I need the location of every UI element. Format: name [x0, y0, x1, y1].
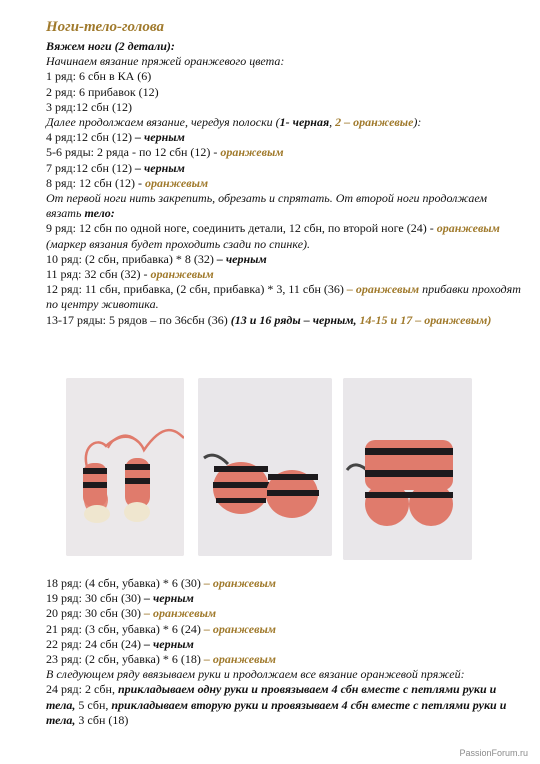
pattern-text: Начинаем вязание пряжей оранжевого цвета:: [46, 54, 285, 69]
pattern-line: [46, 130, 524, 145]
pattern-text: (13 и 16 ряды – черным,: [230, 312, 360, 327]
pattern-line: [46, 252, 524, 267]
pattern-text: 20 ряд: 30 сбн (30): [46, 606, 144, 621]
pattern-line: [46, 622, 524, 637]
pattern-text: – черным: [134, 130, 185, 145]
pattern-text: – оранжевым: [346, 282, 420, 297]
pattern-text: От первой ноги нить закрепить, обрезать и спрятать. От второй ноги продолжаем вязать: [46, 191, 488, 221]
pattern-text: – черным: [134, 160, 185, 175]
pattern-text: тело:: [84, 206, 115, 221]
pattern-text: 24 ряд: 2 сбн,: [46, 682, 118, 697]
crochet-legs-photo-icon: [66, 378, 184, 556]
pattern-text: прикладываем вторую руки и провязываем 4 сбн вместе с петлями руки и тела,: [46, 697, 507, 727]
pattern-line: [46, 54, 524, 69]
pattern-text: 12 ряд: 11 сбн, прибавка, (2 сбн, прибавка) * 3, 11 сбн (36): [46, 282, 347, 297]
pattern-text: 21 ряд: (3 сбн, убавка) * 6 (24): [46, 621, 204, 636]
pattern-text: оранжевым: [436, 221, 500, 236]
pattern-line: [46, 69, 524, 84]
pattern-lines-top: [46, 39, 524, 328]
pattern-line: [46, 267, 524, 282]
pattern-text: 11 ряд: 32 сбн (32) -: [46, 267, 151, 282]
instructions-top: [46, 18, 524, 328]
pattern-text: 22 ряд: 24 сбн (24): [46, 636, 144, 651]
pattern-text: – оранжевым: [203, 576, 277, 590]
pattern-text: 2 – оранжевые: [335, 115, 414, 130]
pattern-line: [46, 115, 524, 130]
pattern-text: оранжевым: [150, 267, 214, 282]
pattern-text: 3 ряд:12 сбн (12): [46, 99, 132, 114]
pattern-text: ,: [329, 115, 336, 130]
pattern-text: прибавки проходят по центру животика.: [46, 282, 521, 312]
pattern-text: 14-15 и 17 – оранжевым): [359, 312, 492, 327]
pattern-text: 18 ряд: (4 сбн, убавка) * 6 (30): [46, 576, 204, 590]
instructions-bottom: [46, 576, 524, 728]
pattern-text: 5 сбн,: [75, 697, 112, 712]
pattern-line: [46, 191, 524, 221]
pattern-line: [46, 667, 524, 682]
pattern-text: – черным: [216, 251, 267, 266]
pattern-text: 7 ряд:12 сбн (12): [46, 160, 135, 175]
pattern-line: [46, 161, 524, 176]
pattern-text: 1 ряд: 6 сбн в КА (6): [46, 69, 152, 84]
pattern-text: – оранжевым: [143, 606, 217, 621]
pattern-text: 19 ряд: 30 сбн (30): [46, 591, 144, 606]
photo-two-legs: [66, 378, 184, 556]
crochet-legs-closeup-photo-icon: [198, 378, 332, 556]
crochet-body-photo-icon: [343, 378, 472, 560]
pattern-text: 3 сбн (18): [75, 712, 129, 727]
pattern-text: – оранжевым: [203, 621, 277, 636]
pattern-text: 5-6 ряды: 2 ряда - по 12 сбн (12) -: [46, 145, 221, 160]
pattern-text: прикладываем одну руки и провязываем 4 сбн вместе с петлями руки и тела,: [46, 682, 497, 712]
pattern-line: [46, 576, 524, 591]
pattern-text: Вяжем ноги (2 детали):: [46, 39, 175, 53]
pattern-text: 13-17 ряды: 5 рядов – по 36сбн (36): [46, 312, 231, 327]
watermark-footer: PassionForum.ru: [459, 748, 528, 758]
pattern-text: Далее продолжаем вязание, чередуя полоски (: [46, 115, 280, 130]
photo-legs-closeup: [198, 378, 332, 556]
pattern-line: [46, 313, 524, 328]
pattern-text: 9 ряд: 12 сбн по одной ноге, соединить детали, 12 сбн, по второй ноге (24) -: [46, 221, 437, 236]
pattern-line: [46, 637, 524, 652]
pattern-text: оранжевым: [144, 175, 209, 190]
pattern-line: [46, 682, 524, 728]
pattern-line: [46, 591, 524, 606]
pattern-line: [46, 282, 524, 312]
pattern-line: [46, 221, 524, 236]
photo-strip: [0, 370, 540, 560]
photo-joined-legs-body: [343, 378, 472, 560]
pattern-line: [46, 176, 524, 191]
pattern-line: [46, 237, 524, 252]
pattern-line: [46, 606, 524, 621]
pattern-line: [46, 652, 524, 667]
pattern-line: [46, 145, 524, 160]
pattern-text: – черным: [143, 591, 194, 606]
section-heading: Ноги-тело-голова: [46, 19, 164, 35]
pattern-text: 8 ряд: 12 сбн (12) -: [46, 175, 145, 190]
pattern-text: – оранжевым: [203, 652, 277, 667]
pattern-text: оранжевым: [220, 145, 284, 160]
pattern-lines-bottom: [46, 576, 524, 728]
pattern-text: 1- черная: [279, 115, 330, 130]
pattern-text: 23 ряд: (2 сбн, убавка) * 6 (18): [46, 652, 204, 667]
pattern-line: [46, 100, 524, 115]
pattern-line: [46, 85, 524, 100]
pattern-text: 2 ряд: 6 прибавок (12): [46, 84, 159, 99]
pattern-text: 10 ряд: (2 сбн, прибавка) * 8 (32): [46, 251, 217, 266]
pattern-text: 4 ряд:12 сбн (12): [46, 130, 135, 145]
pattern-text: (маркер вязания будет проходить сзади по спинке).: [46, 236, 311, 251]
pattern-text: ):: [413, 115, 422, 130]
pattern-line: [46, 39, 524, 54]
pattern-text: – черным: [143, 636, 194, 651]
pattern-text: В следующем ряду ввязываем руки и продолжаем все вязание оранжевой пряжей:: [46, 667, 465, 682]
